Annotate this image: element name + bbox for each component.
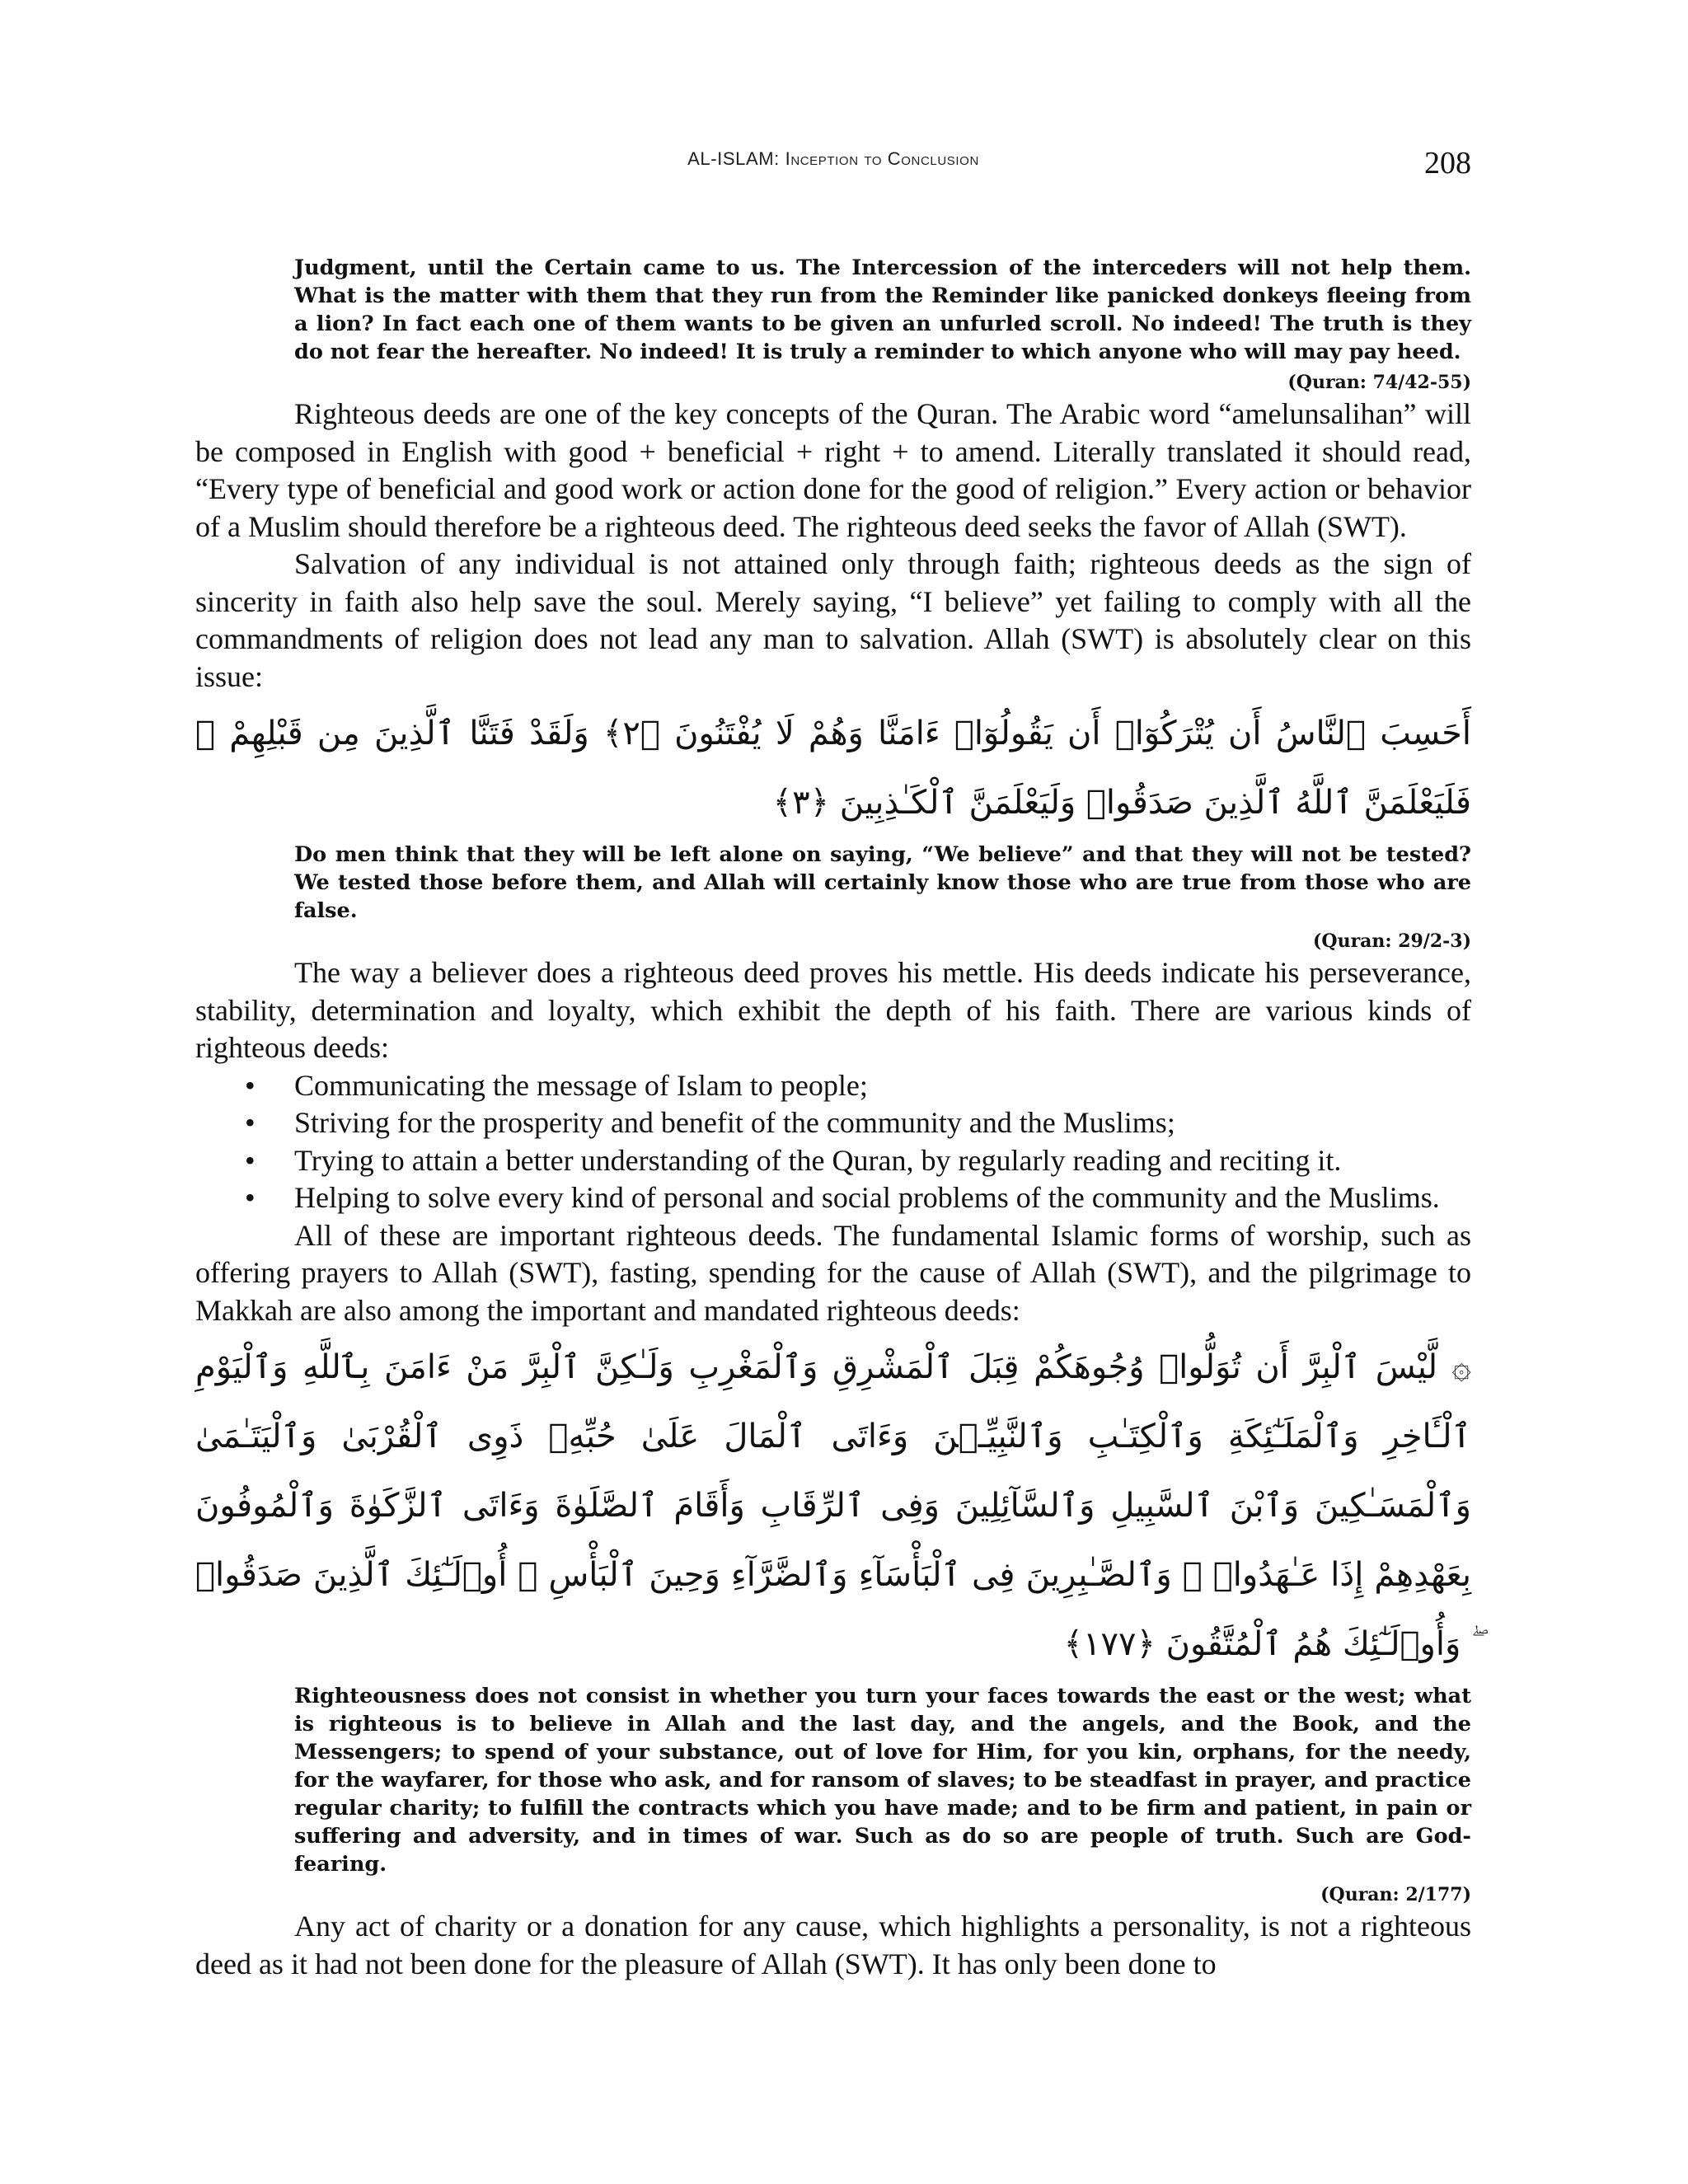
arabic-verse-1: أَحَسِبَ ٱلنَّاسُ أَن يُتْرَكُوٓا۟ أَن يَقُولُوٓا۟ ءَامَنَّا وَهُمْ لَا يُفْتَنُونَ ﴿٢﴾ وَلَقَدْ فَتَنَّا ٱلَّذِينَ مِن قَبْلِهِمْ ۖ فَلَيَعْلَمَنَّ ٱللَّهُ ٱلَّذِينَ صَدَقُوا۟ وَلَيَعْلَمَنَّ ٱلْكَـٰذِبِينَ ﴿٣﴾: [195, 715, 1471, 822]
quote-translation-1: Judgment, until the Certain came to us. The Intercession of the interceders will not help them. What is the matter with them that they run from the Reminder like panicked donkeys fleeing from a lion? In fact each one of them wants to be given an unfurled scroll. No indeed! The truth is they do not fear the hereafter. No indeed! It is truly a reminder to which anyone who will may pay heed.: [294, 255, 1471, 364]
list-item: [195, 1067, 1471, 1105]
list-item-text: Striving for the prosperity and benefit of the community and the Muslims;: [294, 1106, 1175, 1139]
quote-translation-2: Do men think that they will be left alone on saying, “We believe” and that they will not be tested? We tested those before them, and Allah will certainly know those who are true from those who are false.: [294, 842, 1471, 923]
list-item-text: Trying to attain a better understanding of the Quran, by regularly reading and reciting it.: [294, 1143, 1342, 1177]
quote-citation-3: (Quran: 2/177): [1320, 1884, 1471, 1905]
page-content: [195, 254, 1471, 1983]
body-paragraph-5: Any act of charity or a donation for any cause, which highlights a personality, is not a righteous deed as it had not been done for the pleasure of Allah (SWT). It has only been done to: [195, 1910, 1471, 1980]
list-item: [195, 1104, 1471, 1142]
list-item: [195, 1142, 1471, 1180]
running-header: [195, 142, 1471, 191]
running-title: AL-ISLAM: Inception to Conclusion: [687, 148, 979, 169]
list-item: [195, 1179, 1471, 1217]
quote-citation-2: (Quran: 29/2-3): [1313, 930, 1471, 952]
body-paragraph-2: Salvation of any individual is not attained only through faith; righteous deeds as the sign of sincerity in faith also help save the soul. Merely saying, “I believe” yet failing to comply with all the commandments of religion does not lead any man to salvation. Allah (SWT) is absolutely clear on this issue:: [195, 547, 1471, 693]
page-number: 208: [1424, 146, 1471, 180]
bullet-icon: •: [245, 1068, 256, 1102]
quote-citation-1: (Quran: 74/42-55): [1287, 372, 1471, 393]
list-item-text: Helping to solve every kind of personal and social problems of the community and the Muslims.: [294, 1181, 1440, 1214]
arabic-verse-2: ۞ لَّيْسَ ٱلْبِرَّ أَن تُوَلُّوا۟ وُجُوهَكُمْ قِبَلَ ٱلْمَشْرِقِ وَٱلْمَغْرِبِ وَلَـٰكِنَّ ٱلْبِرَّ مَنْ ءَامَنَ بِٱللَّهِ وَٱلْيَوْمِ ٱلْـَٔاخِرِ وَٱلْمَلَـٰٓئِكَةِ وَٱلْكِتَـٰبِ وَٱلنَّبِيِّـۧنَ وَءَاتَى ٱلْمَالَ عَلَىٰ حُبِّهِۦ ذَوِى ٱلْقُرْبَىٰ وَٱلْيَتَـٰمَىٰ وَٱلْمَسَـٰكِينَ وَٱبْنَ ٱلسَّبِيلِ وَٱلسَّآئِلِينَ وَفِى ٱلرِّقَابِ وَأَقَامَ ٱلصَّلَوٰةَ وَءَاتَى ٱلزَّكَوٰةَ وَٱلْمُوفُونَ بِعَهْدِهِمْ إِذَا عَـٰهَدُوا۟ ۖ وَٱلصَّـٰبِرِينَ فِى ٱلْبَأْسَآءِ وَٱلضَّرَّآءِ وَحِينَ ٱلْبَأْسِ ۗ أُو۟لَـٰٓئِكَ ٱلَّذِينَ صَدَقُوا۟ ۖ وَأُو۟لَـٰٓئِكَ هُمُ ٱلْمُتَّقُونَ ﴿١٧٧﴾: [195, 1348, 1471, 1663]
list-item-text: Communicating the message of Islam to people;: [294, 1068, 868, 1102]
bullet-list: [195, 1067, 1471, 1217]
body-paragraph-1: Righteous deeds are one of the key concepts of the Quran. The Arabic word “amelunsalihan” will be composed in English with good + beneficial + right + to amend. Literally translated it should read, “Every type of beneficial and good work or action done for the good of religion.” Every action or behavior of a Muslim should therefore be a righteous deed. The righteous deed seeks the favor of Allah (SWT).: [195, 397, 1471, 543]
quote-translation-3: Righteousness does not consist in whether you turn your faces towards the east or the west; what is righteous is to believe in Allah and the last day, and the angels, and the Book, and the Messengers; to spend of your substance, out of love for Him, for you kin, orphans, for the needy, for the wayfarer, for those who ask, and for ransom of slaves; to be steadfast in prayer, and practice regular charity; to fulfill the contracts which you have made; and to be firm and patient, in pain or suffering and adversity, and in times of war. Such as do so are people of truth. Such are God-fearing.: [294, 1684, 1471, 1877]
bullet-icon: •: [245, 1181, 256, 1214]
bullet-icon: •: [245, 1143, 256, 1177]
bullet-icon: •: [245, 1106, 256, 1139]
body-paragraph-4: All of these are important righteous deeds. The fundamental Islamic forms of worship, such as offering prayers to Allah (SWT), fasting, spending for the cause of Allah (SWT), and the pilgrimage to Makkah are also among the important and mandated righteous deeds:: [195, 1218, 1471, 1327]
body-paragraph-3: The way a believer does a righteous deed proves his mettle. His deeds indicate his perseverance, stability, determination and loyalty, which exhibit the depth of his faith. There are various kinds of righteous deeds:: [195, 956, 1471, 1064]
